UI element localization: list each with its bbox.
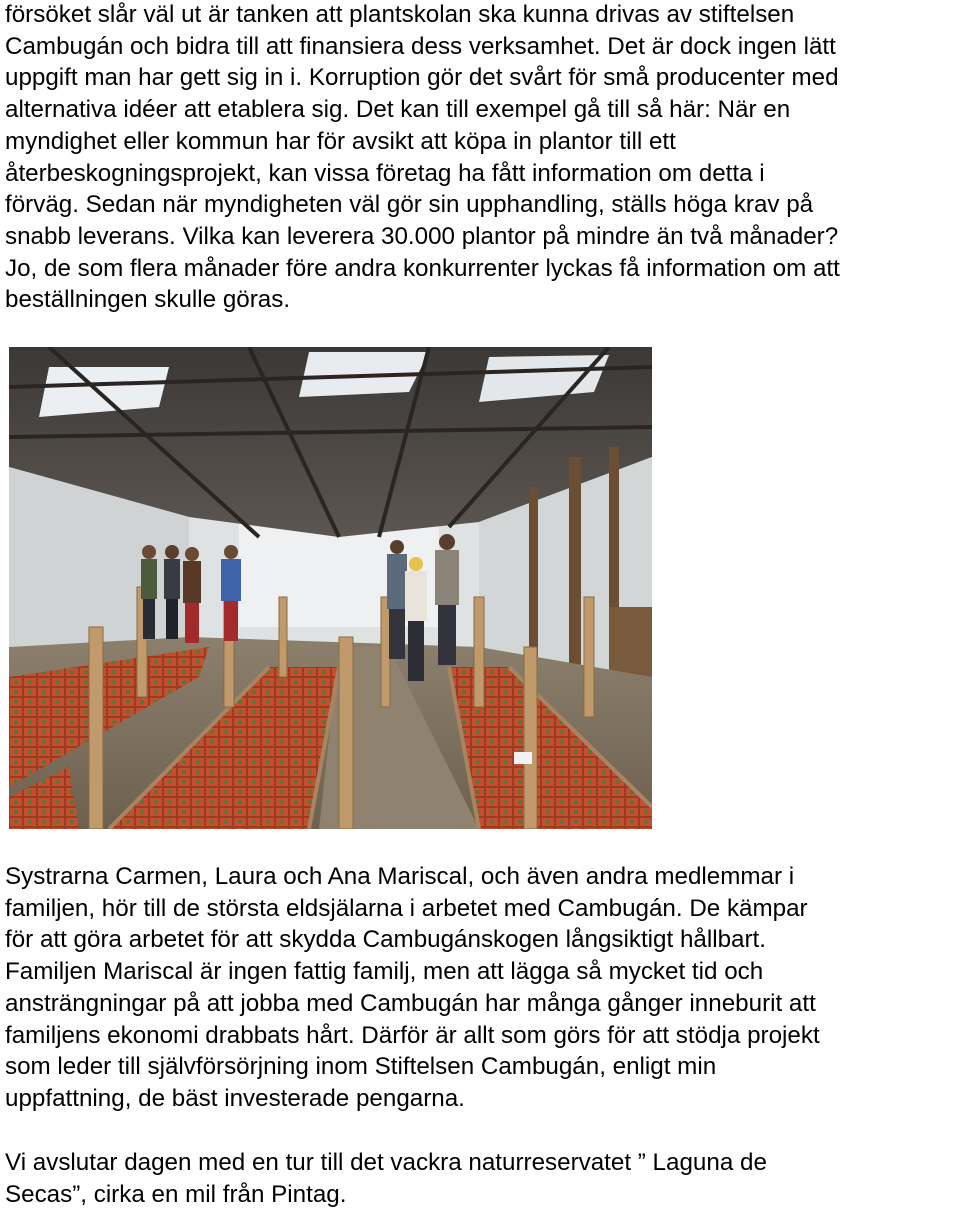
text-line: uppgift man har gett sig in i. Korruption gör det svårt för små producenter med bbox=[5, 64, 839, 92]
greenhouse-photo-image bbox=[9, 347, 652, 829]
text-line: Systrarna Carmen, Laura och Ana Mariscal, och även andra medlemmar i bbox=[5, 863, 795, 890]
text-line: försöket slår väl ut är tanken att plantskolan ska kunna drivas av stiftelsen bbox=[5, 1, 795, 28]
text-line: snabb leverans. Vilka kan leverera 30.000 plantor på mindre än två månader? bbox=[5, 222, 839, 250]
paragraph-corruption bbox=[5, 0, 960, 316]
text-line: som leder till självförsörjning inom Stiftelsen Cambugán, enligt min bbox=[5, 1053, 717, 1081]
text-line: beställningen skulle göras. bbox=[5, 286, 291, 314]
text-line: myndighet eller kommun har för avsikt att köpa in plantor till ett bbox=[5, 127, 676, 155]
text-line: Cambugán och bidra till att finansiera dess verksamhet. Det är dock ingen lätt bbox=[5, 32, 836, 60]
text-line: Vi avslutar dagen med en tur till det vackra naturreservatet ” Laguna de bbox=[5, 1149, 767, 1176]
text-line: återbeskogningsprojekt, kan vissa företag ha fått information om detta i bbox=[5, 159, 765, 187]
text-line: familjen, hör till de största eldsjälarna i arbetet med Cambugán. De kämpar bbox=[5, 894, 808, 922]
greenhouse-photo bbox=[9, 347, 652, 829]
paragraph-laguna-de-secas bbox=[5, 1147, 960, 1210]
text-line: för att göra arbetet för att skydda Cambugánskogen långsiktigt hållbart. bbox=[5, 926, 766, 954]
text-line: uppfattning, de bäst investerade pengarna. bbox=[5, 1084, 465, 1112]
text-line: förväg. Sedan när myndigheten väl gör sin upphandling, ställs höga krav på bbox=[5, 191, 814, 219]
paragraph-mariscal-family bbox=[5, 861, 960, 1115]
text-line: Jo, de som flera månader före andra konkurrenter lyckas få information om att bbox=[5, 254, 840, 282]
text-line: familjens ekonomi drabbats hårt. Därför är allt som görs för att stödja projekt bbox=[5, 1021, 820, 1049]
text-line: Secas”, cirka en mil från Pintag. bbox=[5, 1180, 347, 1208]
text-line: alternativa idéer att etablera sig. Det kan till exempel gå till så här: När en bbox=[5, 96, 791, 124]
text-line: ansträngningar på att jobba med Cambugán har många gånger inneburit att bbox=[5, 989, 816, 1017]
text-line: Familjen Mariscal är ingen fattig familj, men att lägga så mycket tid och bbox=[5, 958, 764, 986]
